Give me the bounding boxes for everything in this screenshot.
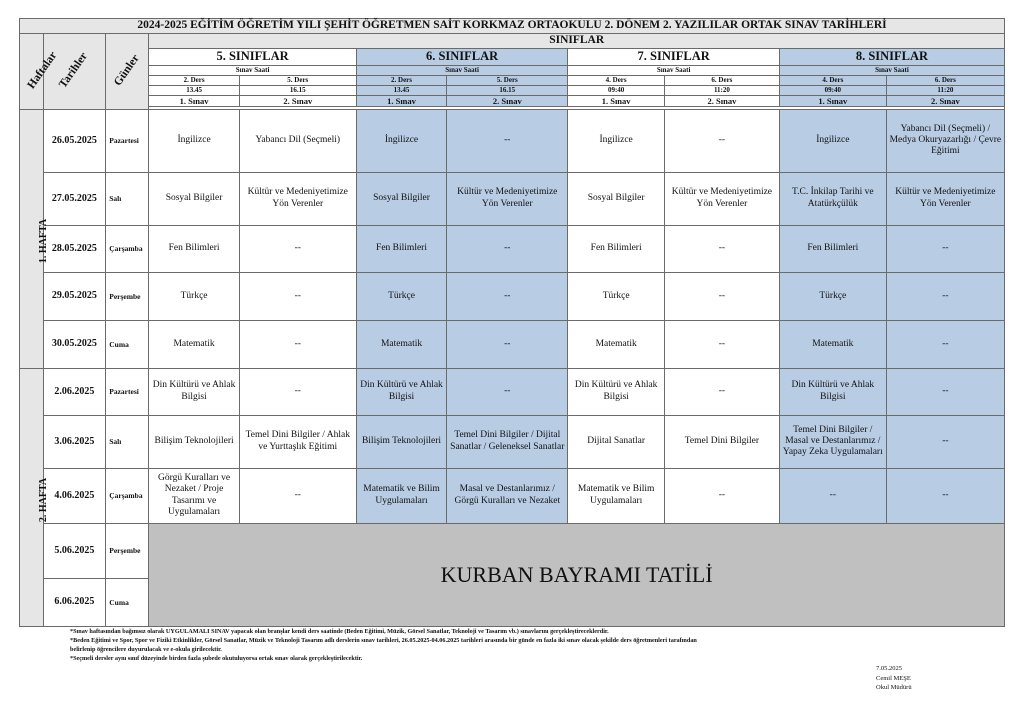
footnote: belirlenip öğrencilere duyurulacak ve e-okula girilecektir. <box>70 646 222 653</box>
exam-cell: -- <box>239 468 356 523</box>
exam-schedule-table <box>19 18 1005 627</box>
header-dates: Tarihler <box>43 33 106 109</box>
lesson-time: 13.45 <box>149 85 239 95</box>
exam-time-label: Sınav Saati <box>568 65 780 75</box>
exam-cell: Kültür ve Medeniyetimize Yön Verenler <box>239 172 356 225</box>
exam-cell: -- <box>239 320 356 368</box>
lesson-time: 13.45 <box>356 85 446 95</box>
exam-cell: Yabancı Dil (Seçmeli) <box>239 109 356 172</box>
exam-cell: Bilişim Teknolojileri <box>149 415 239 468</box>
header-classes: SINIFLAR <box>149 33 1005 48</box>
lesson-period: 6. Ders <box>664 75 779 85</box>
exam-time-label: Sınav Saati <box>149 65 356 75</box>
grade-8-header: 8. SINIFLAR <box>779 48 1004 65</box>
row-day: Perşembe <box>106 272 149 320</box>
exam-cell: İngilizce <box>149 109 239 172</box>
row-date: 30.05.2025 <box>43 320 106 368</box>
exam-cell: -- <box>447 272 568 320</box>
header-days: Günler <box>106 33 149 109</box>
exam-cell: İngilizce <box>779 109 886 172</box>
signature-name: Cemil MEŞE <box>876 674 911 682</box>
row-day: Salı <box>106 415 149 468</box>
row-date: 4.06.2025 <box>43 468 106 523</box>
table-row <box>20 172 1005 225</box>
row-date: 26.05.2025 <box>43 109 106 172</box>
exam-cell: -- <box>664 320 779 368</box>
exam-cell: T.C. İnkilap Tarihi ve Atatürkçülük <box>779 172 886 225</box>
exam-cell: Temel Dini Bilgiler / Dijital Sanatlar / Geleneksel Sanatlar <box>447 415 568 468</box>
lesson-period: 4. Ders <box>568 75 665 85</box>
exam-cell: İngilizce <box>356 109 446 172</box>
lesson-time: 16.15 <box>447 85 568 95</box>
exam-cell: -- <box>239 272 356 320</box>
exam-cell: -- <box>886 272 1004 320</box>
holiday-banner: KURBAN BAYRAMI TATİLİ <box>149 523 1005 626</box>
exam-cell: -- <box>886 468 1004 523</box>
exam-cell: Matematik ve Bilim Uygulamaları <box>356 468 446 523</box>
exam-cell: Türkçe <box>356 272 446 320</box>
exam-cell: -- <box>886 368 1004 415</box>
exam-cell: -- <box>886 320 1004 368</box>
lesson-period: 2. Ders <box>149 75 239 85</box>
week-2-label: 2. HAFTA <box>20 368 44 626</box>
exam-cell: Masal ve Destanlarımız / Görgü Kuralları ve Nezaket <box>447 468 568 523</box>
exam-cell: Yabancı Dil (Seçmeli) / Medya Okuryazarlığı / Çevre Eğitimi <box>886 109 1004 172</box>
exam-cell: Matematik <box>568 320 665 368</box>
exam-number: 2. Sınav <box>664 95 779 106</box>
lesson-time: 09:40 <box>779 85 886 95</box>
row-date: 3.06.2025 <box>43 415 106 468</box>
exam-cell: Matematik ve Bilim Uygulamaları <box>568 468 665 523</box>
exam-cell: -- <box>886 225 1004 272</box>
grade-5-header: 5. SINIFLAR <box>149 48 356 65</box>
exam-cell: Kültür ve Medeniyetimize Yön Verenler <box>664 172 779 225</box>
week-1-label: 1. HAFTA <box>20 109 44 368</box>
row-day: Pazartesi <box>106 109 149 172</box>
exam-cell: Din Kültürü ve Ahlak Bilgisi <box>149 368 239 415</box>
exam-cell: Sosyal Bilgiler <box>356 172 446 225</box>
exam-cell: -- <box>239 225 356 272</box>
lesson-time: 11:20 <box>664 85 779 95</box>
exam-cell: -- <box>447 320 568 368</box>
exam-cell: -- <box>664 468 779 523</box>
row-date: 6.06.2025 <box>43 578 106 626</box>
exam-number: 2. Sınav <box>239 95 356 106</box>
lesson-time: 16.15 <box>239 85 356 95</box>
exam-cell: Görgü Kuralları ve Nezaket / Proje Tasarımı ve Uygulamaları <box>149 468 239 523</box>
footnotes <box>70 627 950 663</box>
exam-cell: -- <box>664 109 779 172</box>
exam-cell: Sosyal Bilgiler <box>149 172 239 225</box>
exam-cell: Kültür ve Medeniyetimize Yön Verenler <box>447 172 568 225</box>
exam-number: 1. Sınav <box>568 95 665 106</box>
exam-time-label: Sınav Saati <box>779 65 1004 75</box>
exam-cell: Temel Dini Bilgiler / Masal ve Destanlarımız / Yapay Zeka Uygulamaları <box>779 415 886 468</box>
exam-cell: Din Kültürü ve Ahlak Bilgisi <box>779 368 886 415</box>
table-row <box>20 225 1005 272</box>
exam-cell: Fen Bilimleri <box>356 225 446 272</box>
exam-cell: -- <box>779 468 886 523</box>
exam-cell: Kültür ve Medeniyetimize Yön Verenler <box>886 172 1004 225</box>
exam-cell: Türkçe <box>149 272 239 320</box>
row-day: Perşembe <box>106 523 149 578</box>
exam-cell: -- <box>447 109 568 172</box>
row-date: 2.06.2025 <box>43 368 106 415</box>
table-row <box>20 320 1005 368</box>
row-day: Cuma <box>106 320 149 368</box>
exam-number: 1. Sınav <box>356 95 446 106</box>
exam-cell: Din Kültürü ve Ahlak Bilgisi <box>356 368 446 415</box>
exam-number: 1. Sınav <box>779 95 886 106</box>
exam-number: 2. Sınav <box>447 95 568 106</box>
exam-cell: İngilizce <box>568 109 665 172</box>
row-day: Pazartesi <box>106 368 149 415</box>
exam-cell: Fen Bilimleri <box>779 225 886 272</box>
table-row <box>20 415 1005 468</box>
table-row <box>20 468 1005 523</box>
exam-cell: Matematik <box>779 320 886 368</box>
row-day: Çarşamba <box>106 468 149 523</box>
row-day: Salı <box>106 172 149 225</box>
signature-date: 7.05.2025 <box>876 665 902 672</box>
lesson-period: 2. Ders <box>356 75 446 85</box>
grade-7-header: 7. SINIFLAR <box>568 48 780 65</box>
exam-cell: Temel Dini Bilgiler <box>664 415 779 468</box>
lesson-period: 5. Ders <box>447 75 568 85</box>
exam-cell: Temel Dini Bilgiler / Ahlak ve Yurttaşlık Eğitimi <box>239 415 356 468</box>
exam-cell: Türkçe <box>568 272 665 320</box>
footnote: *Beden Eğitimi ve Spor, Spor ve Fiziki Etkinlikler, Görsel Sanatlar, Müzik ve Teknoloji Tasarım adlı derslerin sınav tarihleri, 26.05.2025-04.06.2025 tarihleri arasında bir günde en fazla iki sınav olacak şekilde ders öğretmenleri tarafından <box>70 637 697 644</box>
exam-cell: Bilişim Teknolojileri <box>356 415 446 468</box>
lesson-period: 4. Ders <box>779 75 886 85</box>
lesson-time: 09:40 <box>568 85 665 95</box>
table-row <box>20 368 1005 415</box>
lesson-period: 6. Ders <box>886 75 1004 85</box>
exam-cell: Fen Bilimleri <box>568 225 665 272</box>
grade-6-header: 6. SINIFLAR <box>356 48 568 65</box>
page-title: 2024-2025 EĞİTİM ÖĞRETİM YILI ŞEHİT ÖĞRETMEN SAİT KORKMAZ ORTAOKULU 2. DÖNEM 2. YAZILILAR ORTAK SINAV TARİHLERİ <box>20 19 1005 34</box>
lesson-time: 11:20 <box>886 85 1004 95</box>
exam-cell: Dijital Sanatlar <box>568 415 665 468</box>
row-date: 29.05.2025 <box>43 272 106 320</box>
exam-number: 2. Sınav <box>886 95 1004 106</box>
table-row <box>20 272 1005 320</box>
exam-cell: Matematik <box>149 320 239 368</box>
header-weeks: Haftalar <box>20 33 44 109</box>
footnote: *Seçmeli dersler aynı sınıf düzeyinde birden fazla şubede okutuluyorsa ortak sınav olarak gerçekleştirilecektir. <box>70 655 363 662</box>
row-date: 5.06.2025 <box>43 523 106 578</box>
row-day: Cuma <box>106 578 149 626</box>
row-date: 27.05.2025 <box>43 172 106 225</box>
exam-cell: -- <box>886 415 1004 468</box>
exam-number: 1. Sınav <box>149 95 239 106</box>
exam-cell: -- <box>664 368 779 415</box>
lesson-period: 5. Ders <box>239 75 356 85</box>
signature-block <box>876 664 912 693</box>
exam-cell: Sosyal Bilgiler <box>568 172 665 225</box>
row-day: Çarşamba <box>106 225 149 272</box>
exam-cell: -- <box>239 368 356 415</box>
exam-cell: Türkçe <box>779 272 886 320</box>
signature-title: Okul Müdürü <box>876 684 912 691</box>
exam-time-label: Sınav Saati <box>356 65 568 75</box>
table-row <box>20 109 1005 172</box>
table-row <box>20 523 1005 578</box>
exam-cell: Matematik <box>356 320 446 368</box>
exam-cell: Din Kültürü ve Ahlak Bilgisi <box>568 368 665 415</box>
exam-cell: -- <box>447 225 568 272</box>
exam-cell: -- <box>664 225 779 272</box>
row-date: 28.05.2025 <box>43 225 106 272</box>
exam-cell: Fen Bilimleri <box>149 225 239 272</box>
exam-cell: -- <box>664 272 779 320</box>
exam-cell: -- <box>447 368 568 415</box>
footnote: *Sınav haftasından bağımsız olarak UYGULAMALI SINAV yapacak olan branşlar kendi ders saatinde (Beden Eğitimi, Müzik, Görsel Sanatlar, Teknoloji ve Tasarım vb.) sınavlarını gerçekleştireceklerdir. <box>70 628 609 635</box>
